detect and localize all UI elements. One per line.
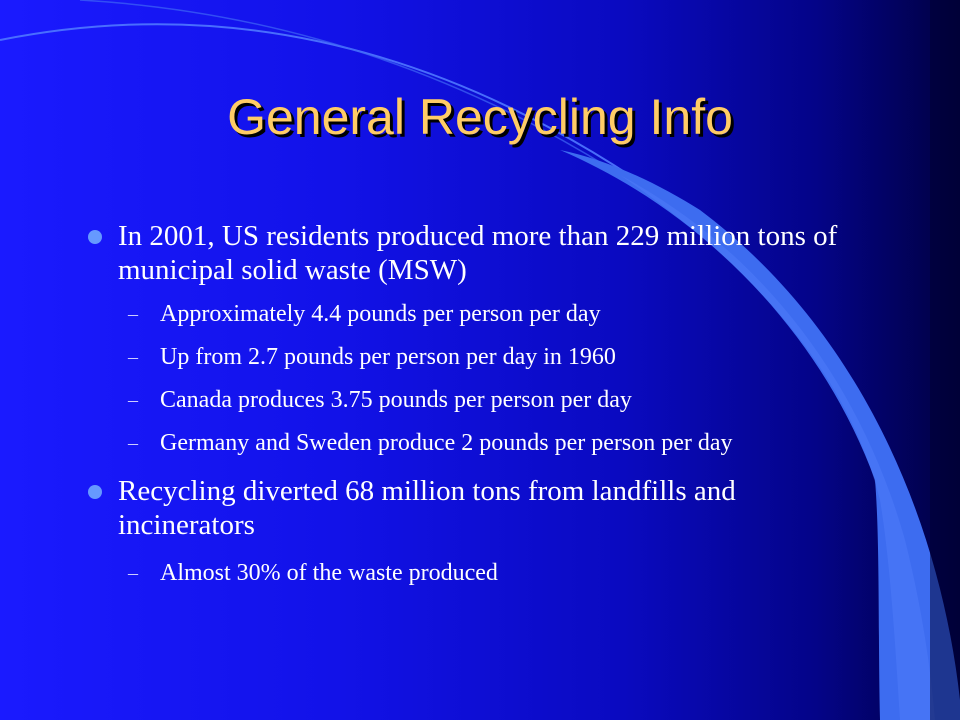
sub-bullet-2-1 xyxy=(88,559,868,588)
bullet-dot-icon xyxy=(88,485,102,499)
sub-bullet-2-1-text: Almost 30% of the waste produced xyxy=(160,560,498,586)
sub-bullet-1-3 xyxy=(88,386,868,415)
bullet-1-text: In 2001, US residents produced more than 229 million tons of municipal solid waste (MSW) xyxy=(118,220,838,286)
sub-bullet-1-2 xyxy=(88,343,868,372)
dash-icon: – xyxy=(128,389,138,411)
dash-icon: – xyxy=(128,562,138,584)
sub-bullet-1-1 xyxy=(88,300,868,329)
sub-bullet-1-4-text: Germany and Sweden produce 2 pounds per person per day xyxy=(160,430,733,456)
slide-body xyxy=(88,219,868,588)
slide-title: General Recycling Info xyxy=(227,89,733,145)
bullet-1 xyxy=(88,219,868,287)
bullet-dot-icon xyxy=(88,230,102,244)
sub-bullet-1-4 xyxy=(88,429,868,458)
sub-bullet-1-2-text: Up from 2.7 pounds per person per day in 1960 xyxy=(160,344,616,370)
bullet-2-text: Recycling diverted 68 million tons from landfills and incinerators xyxy=(118,475,736,541)
dash-icon: – xyxy=(128,432,138,454)
dash-icon: – xyxy=(128,346,138,368)
dash-icon: – xyxy=(128,303,138,325)
sub-bullet-1-1-text: Approximately 4.4 pounds per person per day xyxy=(160,301,601,327)
sub-bullet-1-3-text: Canada produces 3.75 pounds per person per day xyxy=(160,387,632,413)
bullet-2 xyxy=(88,474,868,542)
